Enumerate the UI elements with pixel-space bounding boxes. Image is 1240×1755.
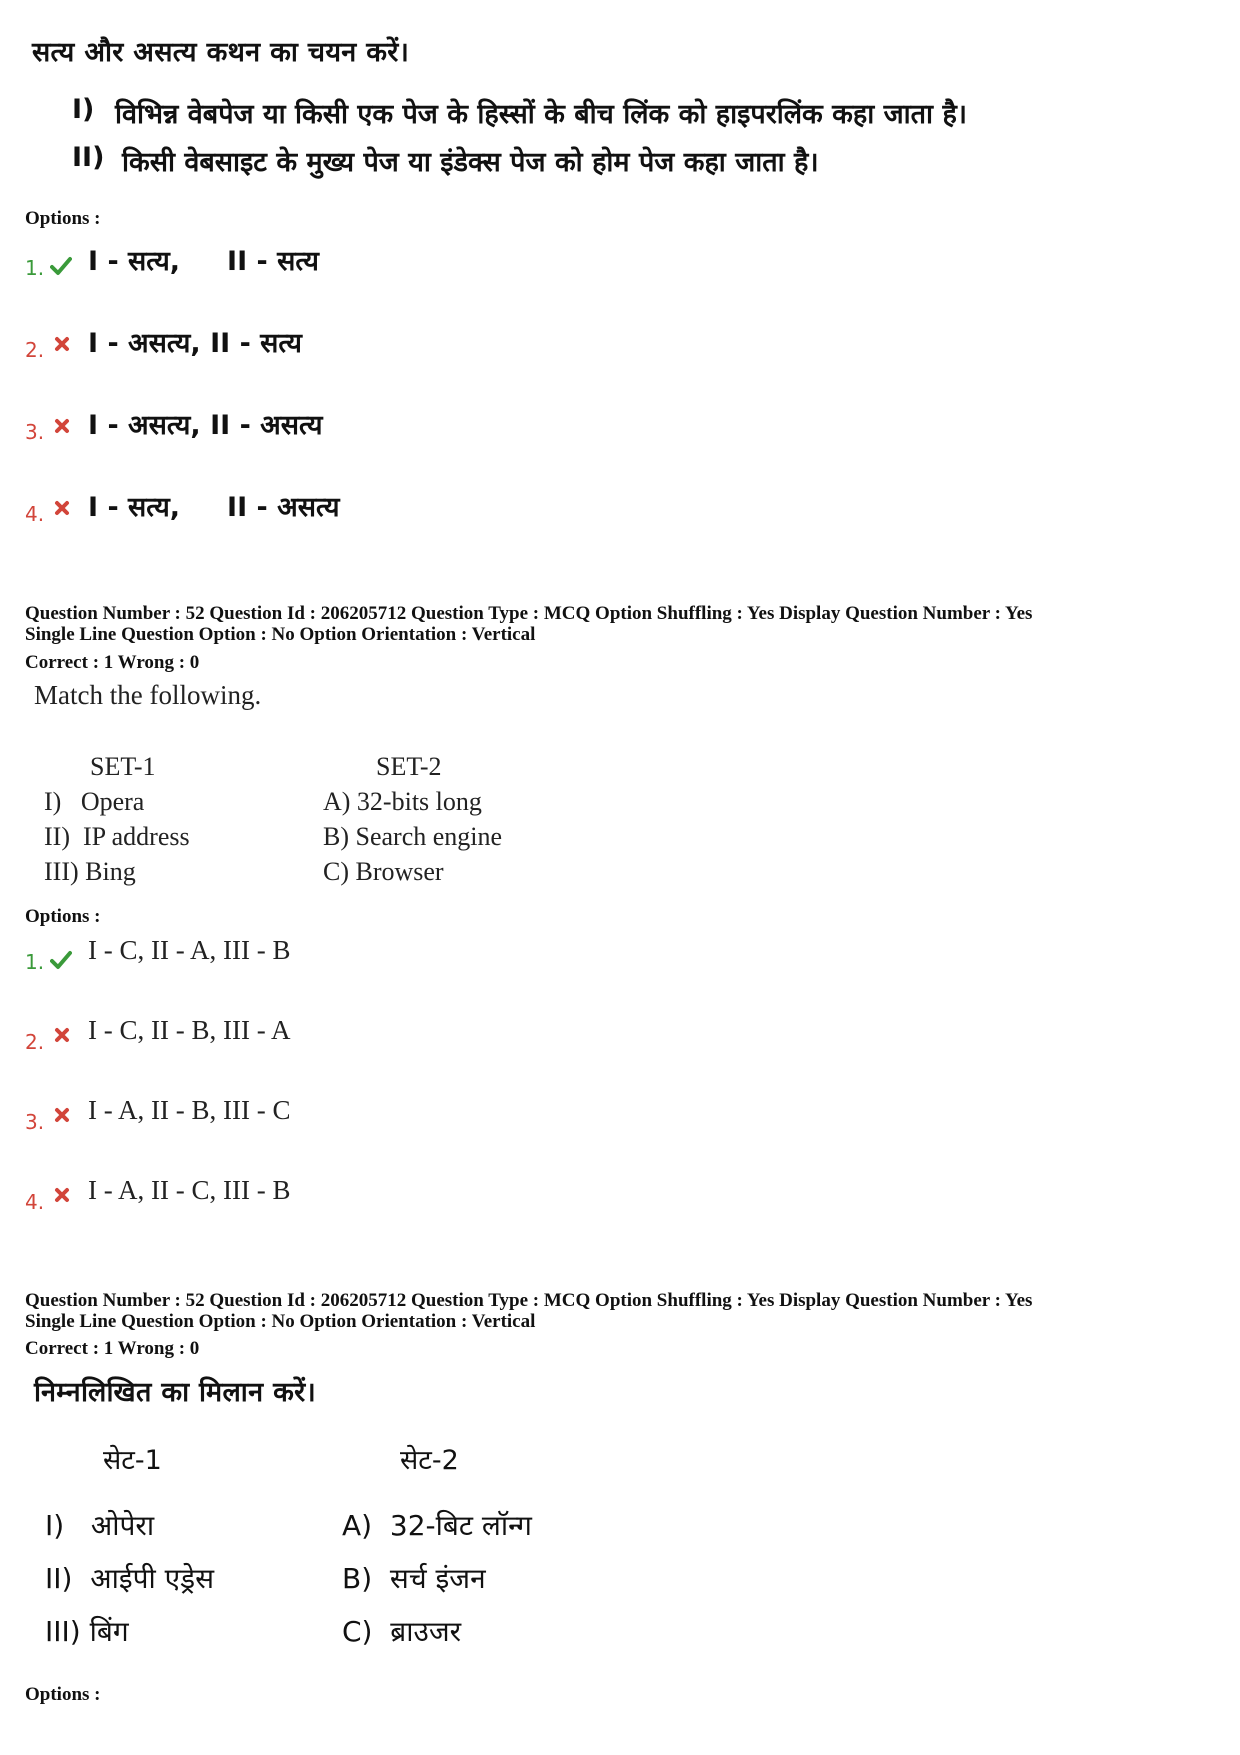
q52en-meta-line-1: Question Number : 52 Question Id : 206205712 Question Type : MCQ Option Shuffling : Yes Display Question Number : Yes — [25, 603, 1033, 624]
q52hi-question-text: निम्नलिखित का मिलान करें। — [34, 1377, 316, 1408]
q52en-set2-item-1: A) 32-bits long — [323, 787, 482, 816]
q52hi-set2-item-1: A) 32-बिट लॉन्ग — [342, 1509, 532, 1542]
q52hi-set1-item-1: I) ओपेरा — [45, 1509, 155, 1542]
option-text: I - C, II - B, III - A — [88, 1015, 291, 1045]
q51-option-1[interactable] — [22, 240, 422, 284]
q52en-meta-line-2: Single Line Question Option : No Option Orientation : Vertical — [25, 624, 536, 645]
q52hi-options-label: Options : — [25, 1684, 101, 1705]
q52hi-set1-item-3: III) बिंग — [45, 1615, 129, 1648]
cross-icon — [54, 418, 70, 434]
q51-question-text: सत्य और असत्य कथन का चयन करें। — [32, 37, 410, 68]
option-text: I - असत्य, II - असत्य — [88, 410, 323, 441]
q52en-set2-heading: SET-2 — [376, 752, 442, 781]
option-number: 3. — [25, 420, 45, 444]
q51-option-4[interactable] — [22, 486, 422, 530]
q51-options-label: Options : — [25, 208, 101, 229]
q51-option-2[interactable] — [22, 322, 422, 366]
option-number: 3. — [25, 1110, 45, 1134]
q52en-options-label: Options : — [25, 906, 101, 927]
cross-icon — [54, 1027, 70, 1043]
q52en-set1-item-1: I) Opera — [44, 787, 145, 816]
option-number: 4. — [25, 1190, 45, 1214]
option-text: I - सत्य, II - सत्य — [88, 246, 319, 277]
q52en-set2-item-3: C) Browser — [323, 857, 444, 886]
q52hi-marks: Correct : 1 Wrong : 0 — [25, 1338, 200, 1359]
q52en-set1-item-2: II) IP address — [44, 822, 190, 851]
q52hi-meta-line-1: Question Number : 52 Question Id : 206205712 Question Type : MCQ Option Shuffling : Yes Display Question Number : Yes — [25, 1290, 1033, 1311]
q52en-marks: Correct : 1 Wrong : 0 — [25, 652, 200, 673]
q52hi-meta-line-2: Single Line Question Option : No Option Orientation : Vertical — [25, 1311, 536, 1332]
q51-option-3[interactable] — [22, 404, 422, 448]
option-number: 1. — [25, 256, 45, 280]
q52hi-set2-heading: सेट-2 — [400, 1445, 459, 1476]
q52hi-set2-item-3: C) ब्राउजर — [342, 1615, 462, 1648]
option-text: I - सत्य, II - असत्य — [88, 492, 340, 523]
cross-icon — [54, 500, 70, 516]
q52en-option-3[interactable] — [22, 1095, 422, 1139]
q52en-set1-heading: SET-1 — [90, 752, 156, 781]
q52en-option-2[interactable] — [22, 1015, 422, 1059]
option-text: I - C, II - A, III - B — [88, 935, 291, 965]
option-text: I - असत्य, II - सत्य — [88, 328, 302, 359]
option-number: 2. — [25, 338, 45, 362]
q52en-option-1[interactable] — [22, 935, 422, 979]
check-icon — [50, 950, 72, 970]
q52en-option-4[interactable] — [22, 1175, 422, 1219]
option-number: 2. — [25, 1030, 45, 1054]
q52en-set1-item-3: III) Bing — [44, 857, 136, 886]
q52en-question-text: Match the following. — [34, 680, 262, 710]
q52hi-set1-item-2: II) आईपी एड्रेस — [45, 1562, 215, 1595]
cross-icon — [54, 336, 70, 352]
q52hi-set1-heading: सेट-1 — [103, 1445, 162, 1476]
option-text: I - A, II - C, III - B — [88, 1175, 291, 1205]
cross-icon — [54, 1107, 70, 1123]
q52hi-set2-item-2: B) सर्च इंजन — [342, 1562, 486, 1595]
check-icon — [50, 256, 72, 276]
option-number: 1. — [25, 950, 45, 974]
q52en-set2-item-2: B) Search engine — [323, 822, 503, 851]
q51-statement-1-num: I) — [72, 94, 95, 125]
cross-icon — [54, 1187, 70, 1203]
q51-statement-2-num: II) — [72, 142, 105, 173]
option-number: 4. — [25, 502, 45, 526]
option-text: I - A, II - B, III - C — [88, 1095, 291, 1125]
q51-statement-1-text: विभिन्न वेबपेज या किसी एक पेज के हिस्सों के बीच लिंक को हाइपरलिंक कहा जाता है। — [115, 99, 968, 130]
q51-statement-2-text: किसी वेबसाइट के मुख्य पेज या इंडेक्स पेज को होम पेज कहा जाता है। — [122, 147, 819, 178]
